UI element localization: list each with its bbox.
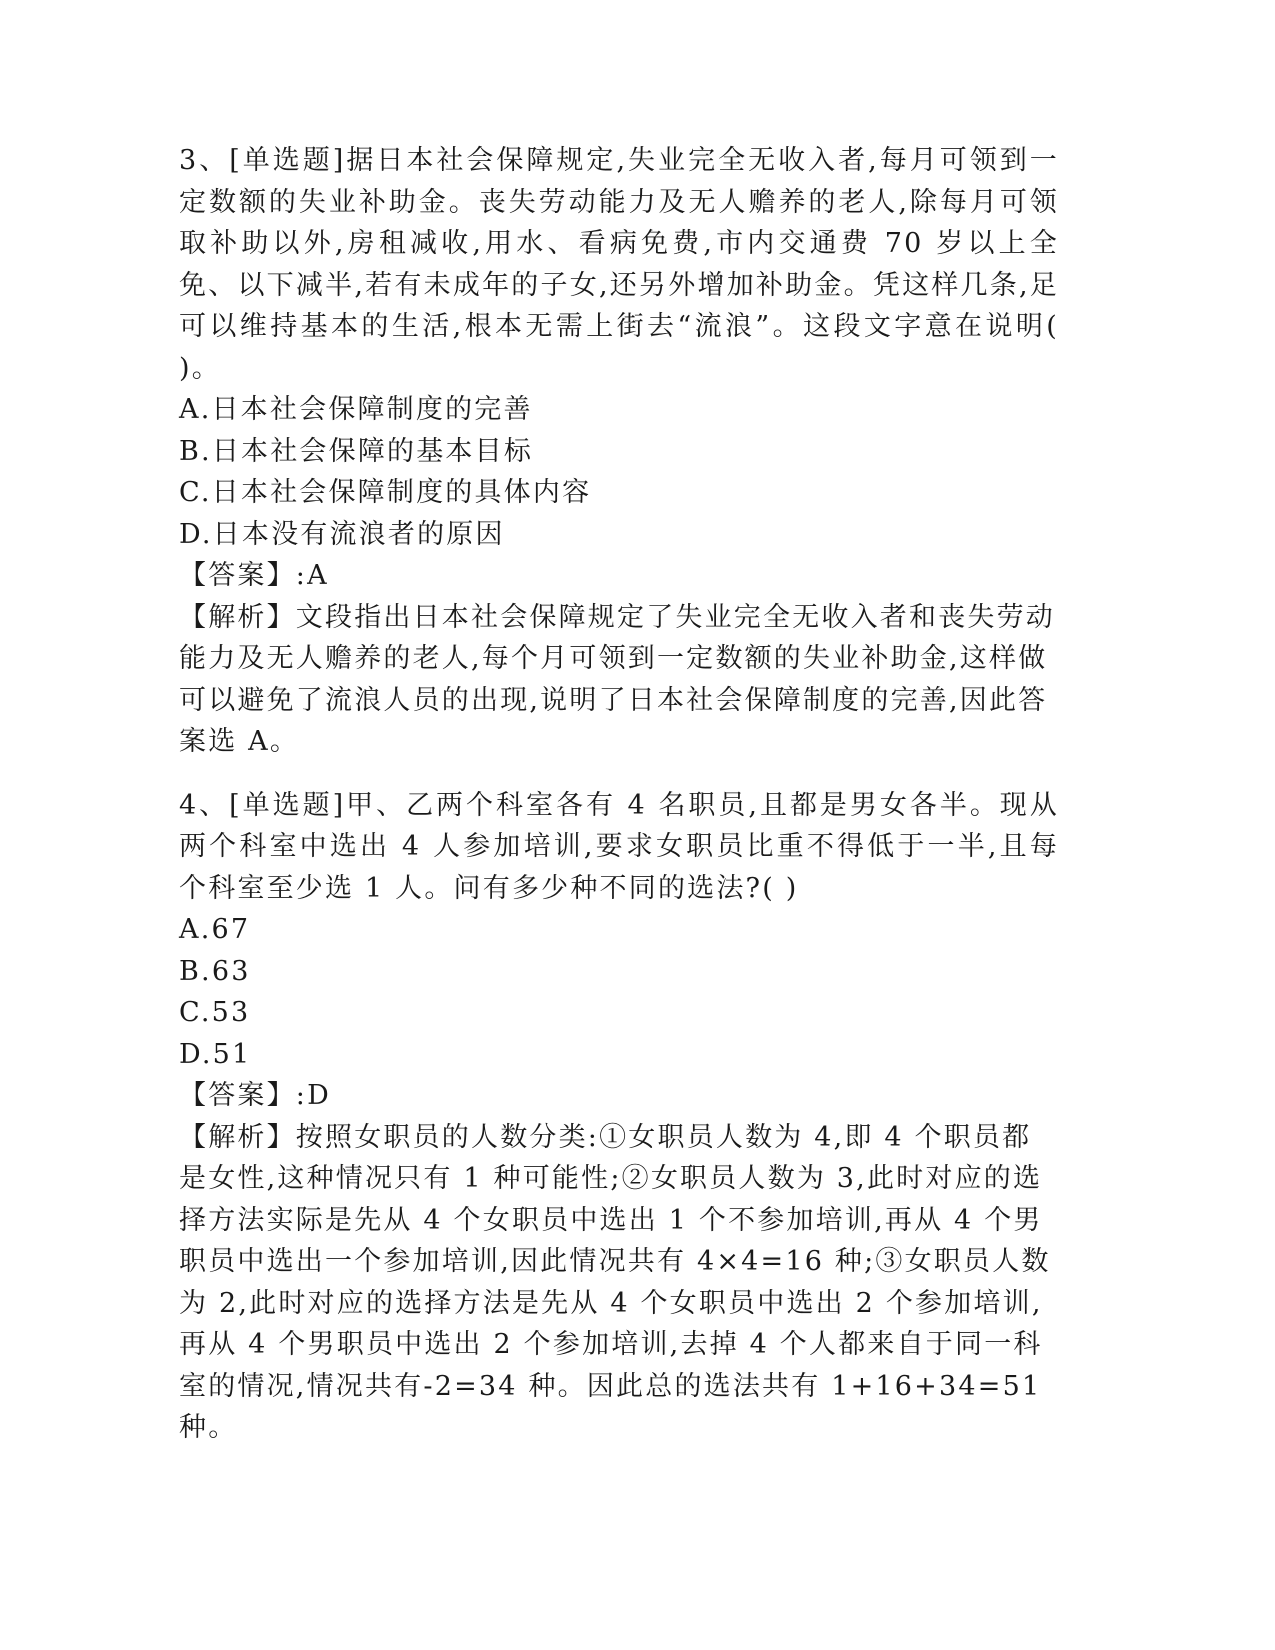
question-3 — [179, 140, 1059, 763]
explanation: 【解析】文段指出日本社会保障规定了失业完全无收入者和丧失劳动能力及无人赡养的老人,每个月可领到一定数额的失业补助金,这样做可以避免了流浪人员的出现,说明了日本社会保障制度的完善,因此答案选 A。 — [179, 601, 1055, 757]
option-c: C.日本社会保障制度的具体内容 — [179, 477, 592, 508]
option-b: B.日本社会保障的基本目标 — [179, 435, 534, 467]
answer-line: 【答案】:D — [179, 1080, 331, 1111]
question-stem: 3、[单选题]据日本社会保障规定,失业完全无收入者,每月可领到一定数额的失业补助金。丧失劳动能力及无人赡养的老人,除每月可领取补助以外,房租减收,用水、看病免费,市内交通费 70 岁以上全免、以下减半,若有未成年的子女,还另外增加补助金。凭这样几条,足可以维持基本的生活,根本无需上街去“流浪”。这段文字意在说明( )。 — [179, 145, 1059, 384]
answer-line: 【答案】:A — [179, 560, 329, 591]
option-d: D.51 — [179, 1038, 252, 1070]
document-page — [179, 140, 1059, 1449]
question-stem: 4、[单选题]甲、乙两个科室各有 4 名职员,且都是男女各半。现从两个科室中选出 4 人参加培训,要求女职员比重不得低于一半,且每个科室至少选 1 人。问有多少种不同的选法?( ) — [179, 789, 1059, 904]
option-a: A.67 — [179, 914, 251, 945]
option-c: C.53 — [179, 997, 251, 1028]
option-d: D.日本没有流浪者的原因 — [179, 518, 505, 550]
explanation: 【解析】按照女职员的人数分类:①女职员人数为 4,即 4 个职员都是女性,这种情况只有 1 种可能性;②女职员人数为 3,此时对应的选择方法实际是先从 4 个女职员中选出 1 个不参加培训,再从 4 个男职员中选出一个参加培训,因此情况共有 4×4=16 种;③女职员人数为 2,此时对应的选择方法是先从 4 个女职员中选出 2 个参加培训,再从 4 个男职员中选出 2 个参加培训,去掉 4 个人都来自于同一科室的情况,情况共有-2=34 种。因此总的选法共有 1+16+34=51 种。 — [179, 1121, 1051, 1443]
option-a: A.日本社会保障制度的完善 — [179, 394, 533, 425]
question-4 — [179, 785, 1059, 1449]
option-b: B.63 — [179, 955, 251, 987]
